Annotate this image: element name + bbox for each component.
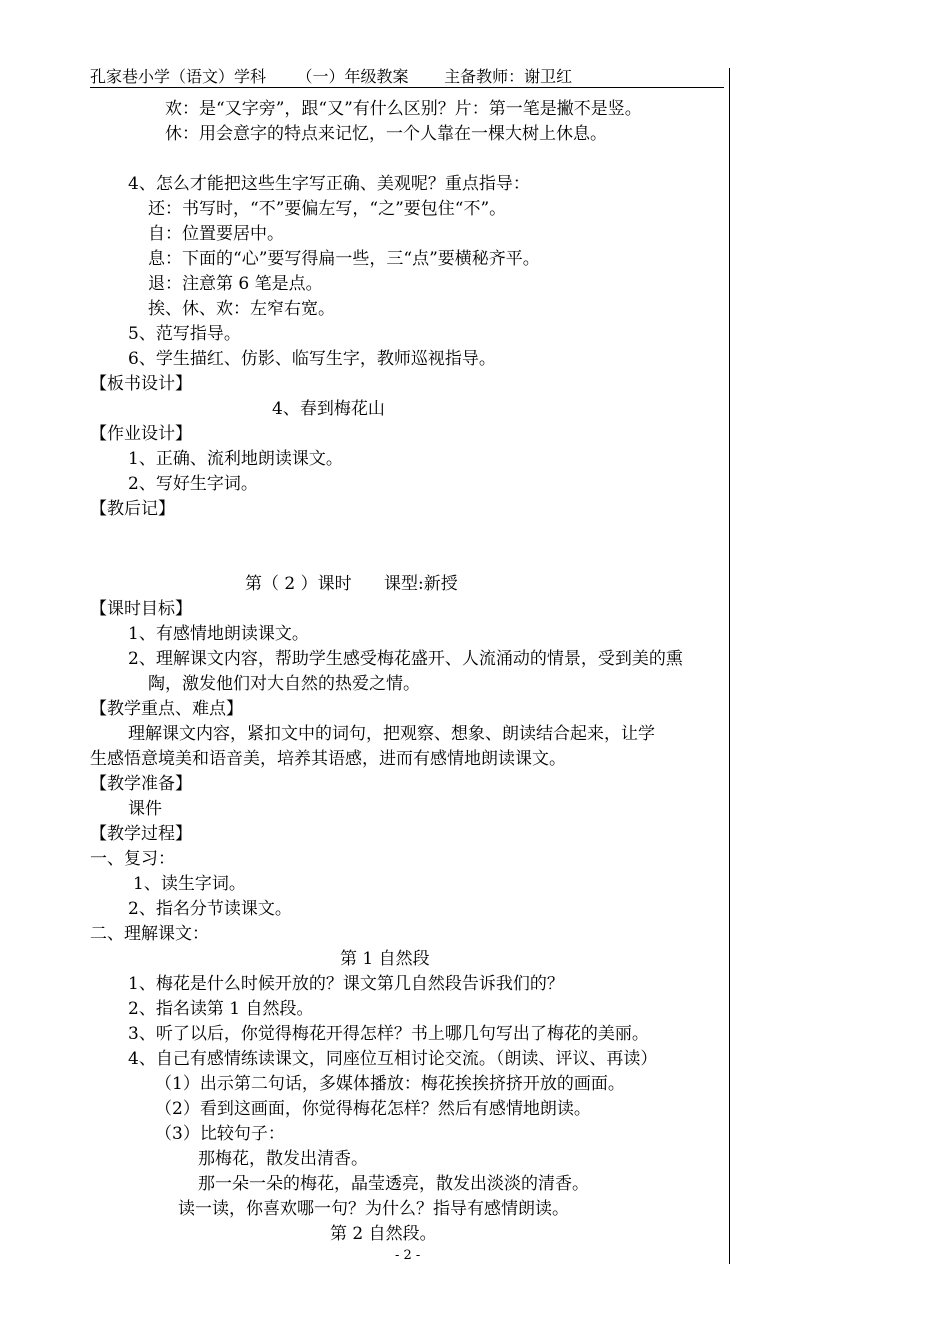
text-line: 那一朵一朵的梅花，晶莹透亮，散发出淡淡的清香。: [198, 1174, 589, 1194]
text-line: 1、梅花是什么时候开放的？课文第几自然段告诉我们的？: [128, 974, 564, 994]
board-title: 4、春到梅花山: [272, 399, 385, 419]
text-line: 5、范写指导。: [128, 324, 241, 344]
page-number: - 2 -: [395, 1248, 421, 1263]
text-line: 那梅花，散发出清香。: [198, 1149, 368, 1169]
text-line: 还：书写时，“不”要偏左写，“之”要包住“不”。: [148, 199, 507, 219]
text-line: 息：下面的“心”要写得扁一些，三“点”要横秘齐平。: [148, 249, 540, 269]
text-line: 自：位置要居中。: [148, 224, 284, 244]
text-line: 理解课文内容，紧扣文中的词句，把观察、想象、朗读结合起来，让学: [128, 724, 655, 744]
text-line: 读一读，你喜欢哪一句？为什么？指导有感情朗读。: [178, 1199, 569, 1219]
text-line: 陶，激发他们对大自然的热爱之情。: [148, 674, 420, 694]
text-line: 生感悟意境美和语音美，培养其语感，进而有感情地朗读课文。: [90, 749, 566, 769]
section-heading: 【教学准备】: [90, 774, 192, 794]
text-line: 4、怎么才能把这些生字写正确、美观呢？重点指导：: [128, 174, 530, 194]
page-header: 孔家巷小学（语文）学科 （一）年级教案 主备教师：谢卫红: [90, 67, 573, 86]
section-heading: 【教学重点、难点】: [90, 699, 243, 719]
section-heading: 【教后记】: [90, 499, 175, 519]
paragraph-heading: 第 2 自然段。: [330, 1224, 437, 1244]
lesson-title: 第（ 2 ）课时 课型:新授: [245, 574, 458, 594]
text-line: 1、读生字词。: [133, 874, 246, 894]
text-line: 挨、休、欢：左窄右宽。: [148, 299, 335, 319]
text-line: 2、指名分节读课文。: [128, 899, 292, 919]
text-line: 休：用会意字的特点来记忆，一个人靠在一棵大树上休息。: [165, 124, 607, 144]
text-line: 退：注意第 6 笔是点。: [148, 274, 323, 294]
section-heading: 【课时目标】: [90, 599, 192, 619]
text-line: 2、理解课文内容，帮助学生感受梅花盛开、人流涌动的情景，受到美的熏: [128, 649, 683, 669]
subsection-heading: 二、理解课文：: [90, 924, 209, 944]
text-line: （1）出示第二句话，多媒体播放：梅花挨挨挤挤开放的画面。: [155, 1074, 625, 1094]
margin-rule: [729, 68, 730, 1264]
text-line: 4、自己有感情练读课文，同座位互相讨论交流。（朗读、评议、再读）: [128, 1049, 658, 1069]
section-heading: 【教学过程】: [90, 824, 192, 844]
subsection-heading: 一、复习：: [90, 849, 175, 869]
text-line: 3、听了以后，你觉得梅花开得怎样？书上哪几句写出了梅花的美丽。: [128, 1024, 649, 1044]
section-heading: 【作业设计】: [90, 424, 192, 444]
paragraph-heading: 第 1 自然段: [340, 949, 430, 969]
text-line: 欢：是“又字旁”，跟“又”有什么区别？片：第一笔是撇不是竖。: [165, 99, 642, 119]
text-line: （2）看到这画面，你觉得梅花怎样？然后有感情地朗读。: [155, 1099, 591, 1119]
text-line: （3）比较句子：: [155, 1124, 285, 1144]
text-line: 1、有感情地朗读课文。: [128, 624, 309, 644]
text-line: 2、指名读第 1 自然段。: [128, 999, 314, 1019]
text-line: 6、学生描红、仿影、临写生字，教师巡视指导。: [128, 349, 496, 369]
text-line: 1、正确、流利地朗读课文。: [128, 449, 343, 469]
header-rule: [90, 87, 724, 88]
text-line: 2、写好生字词。: [128, 474, 258, 494]
text-line: 课件: [128, 799, 162, 819]
section-heading: 【板书设计】: [90, 374, 192, 394]
